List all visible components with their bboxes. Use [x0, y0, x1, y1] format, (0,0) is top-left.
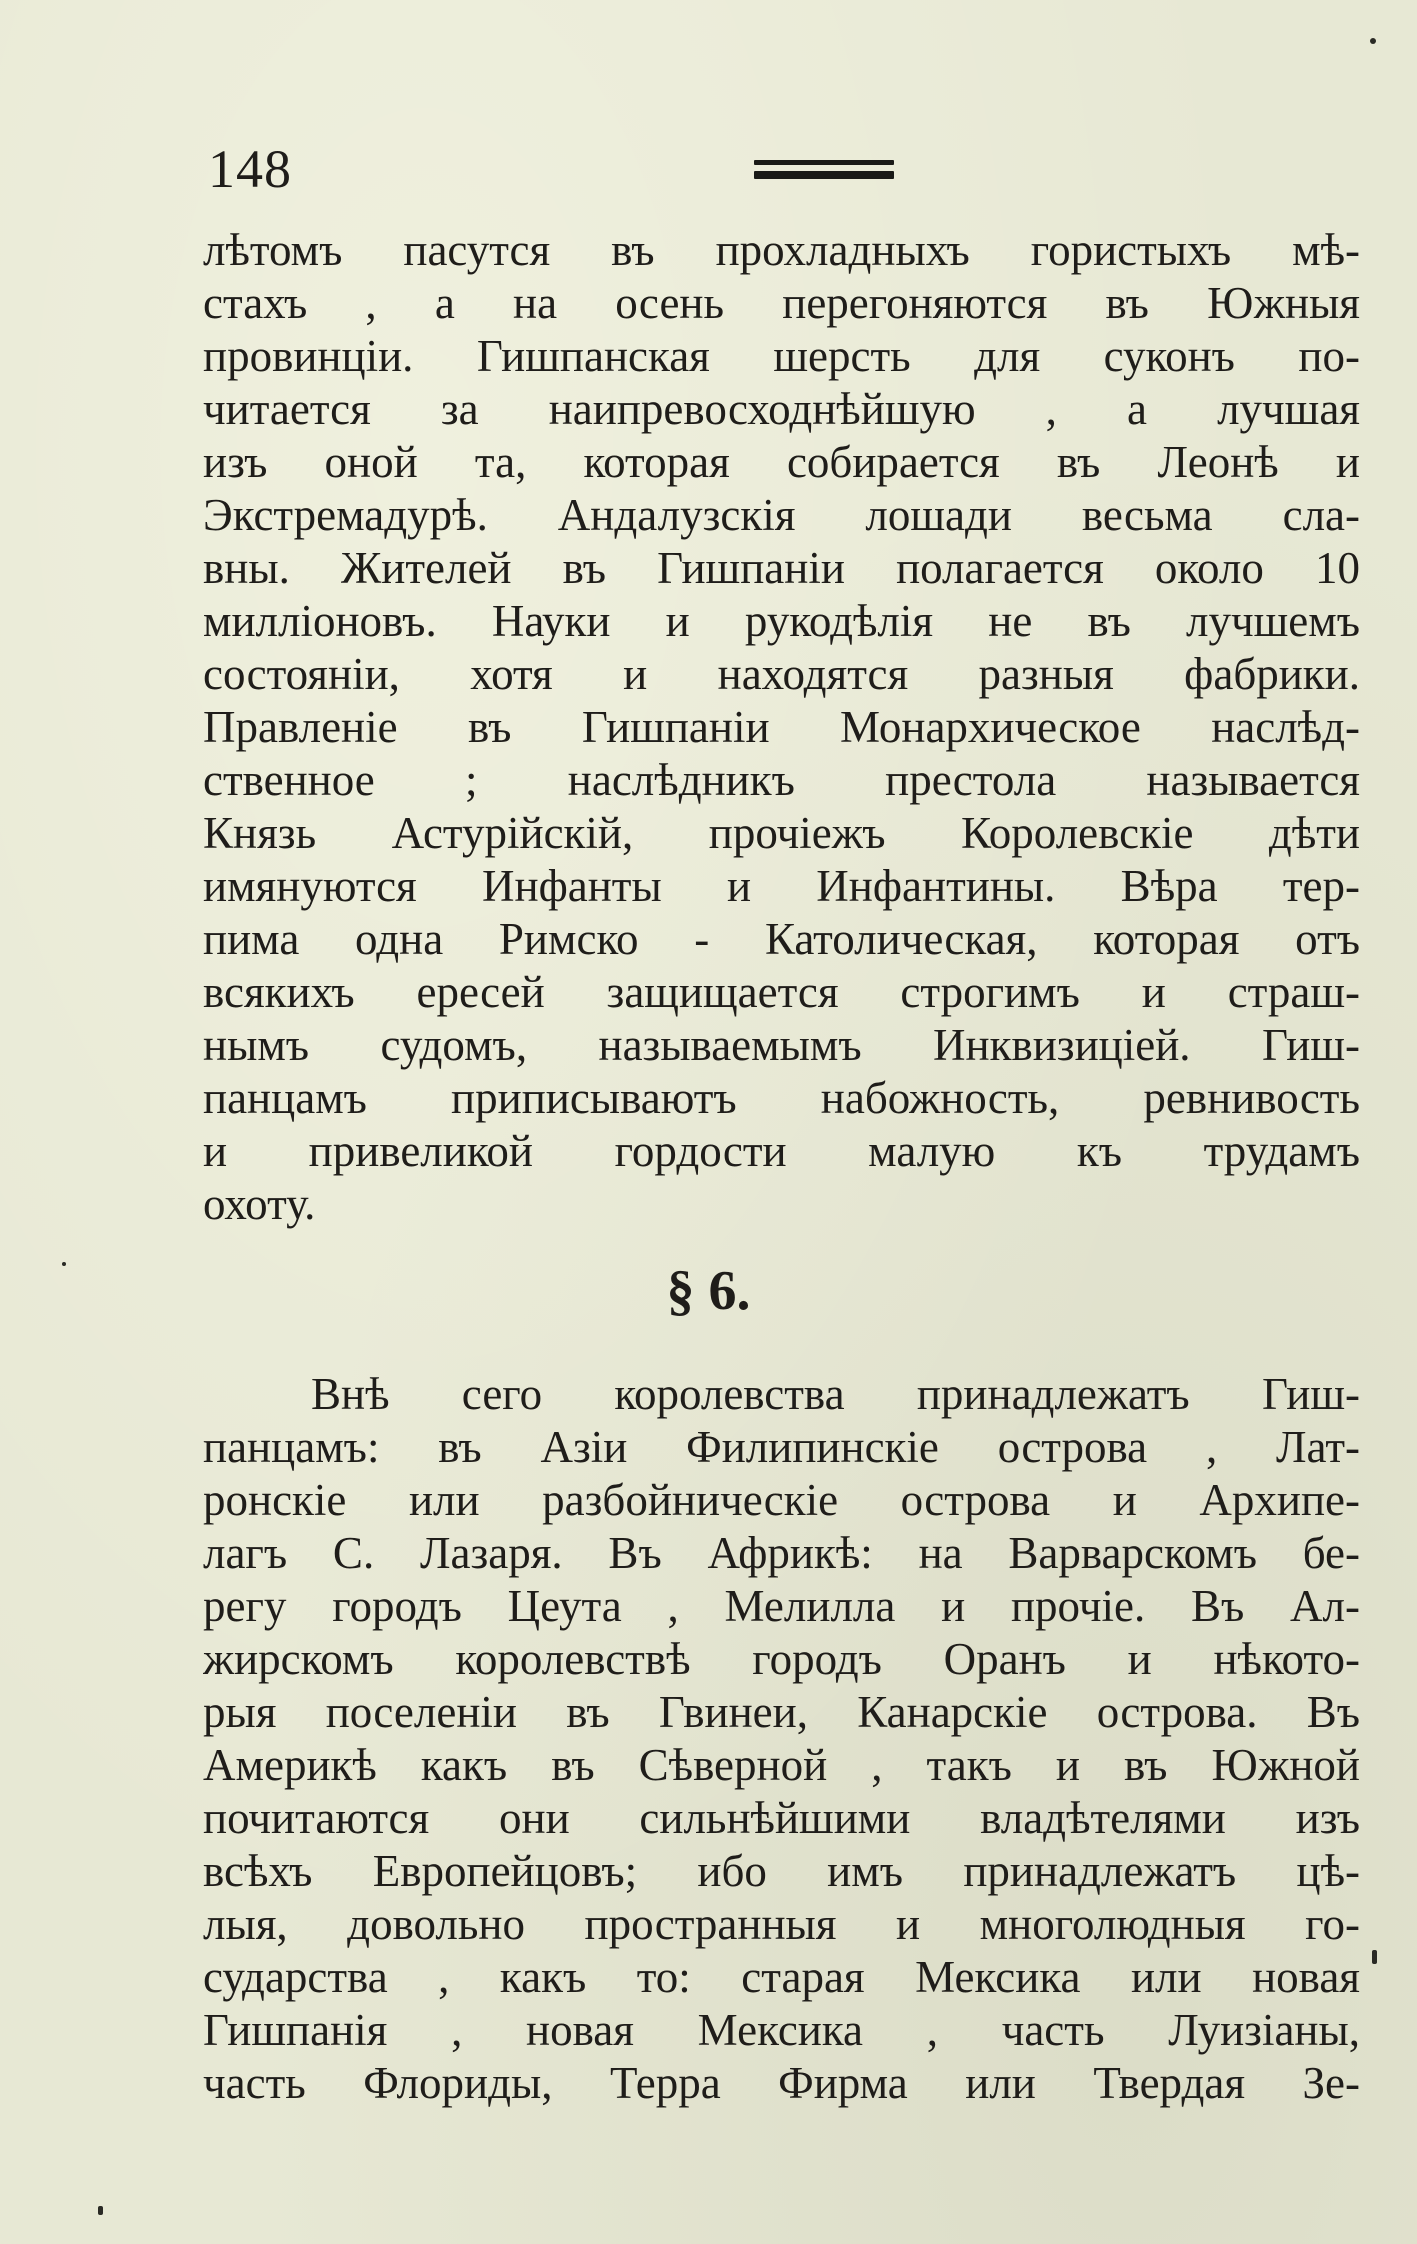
rule-line — [754, 171, 894, 179]
text-line: состояніи, хотя и находятся разныя фабрики. — [203, 649, 1360, 699]
text-line: регу городъ Цеута , Мелилла и прочіе. Въ Ал- — [203, 1581, 1360, 1631]
text-line: Внѣ сего королевства принадлежатъ Гиш- — [311, 1369, 1360, 1419]
paper-speck — [62, 1262, 66, 1266]
text-line: ронскіе или разбойническіе острова и Архипе- — [203, 1475, 1360, 1525]
text-line: всякихъ ересей защищается строгимъ и страш- — [203, 967, 1360, 1017]
text-line: Правленіе въ Гишпаніи Монархическое наслѣд- — [203, 702, 1360, 752]
text-line: читается за наипревосходнѣйшую , а лучшая — [203, 384, 1360, 434]
text-line: Америкѣ какъ въ Сѣверной , такъ и въ Южной — [203, 1740, 1360, 1790]
page-number: 148 — [208, 139, 292, 199]
text-line: милліоновъ. Науки и рукодѣлія не въ лучшемъ — [203, 596, 1360, 646]
rule-line — [754, 160, 894, 165]
section-heading: § 6. — [666, 1260, 751, 1322]
text-line: Князь Астурійскій, прочіежъ Королевскіе дѣти — [203, 808, 1360, 858]
paragraph-2 — [203, 1368, 1360, 2110]
text-line: пима одна Римско - Католическая, которая отъ — [203, 914, 1360, 964]
header-ornament-rule — [754, 160, 894, 188]
text-line: лагъ С. Лазаря. Въ Африкѣ: на Варварскомъ бе- — [203, 1528, 1360, 1578]
text-line: сударства , какъ то: старая Мексика или новая — [203, 1952, 1360, 2002]
text-line: панцамъ: въ Азіи Филипинскіе острова , Лат- — [203, 1422, 1360, 1472]
text-line: вны. Жителей въ Гишпаніи полагается около 10 — [203, 543, 1360, 593]
paragraph-1 — [203, 224, 1360, 1231]
text-line: панцамъ приписываютъ набожность, ревнивость — [203, 1073, 1360, 1123]
text-line: часть Флориды, Терра Фирма или Твердая Зе- — [203, 2058, 1360, 2108]
text-line: охоту. — [203, 1179, 316, 1229]
text-line: почитаются они сильнѣйшими владѣтелями изъ — [203, 1793, 1360, 1843]
text-line: рыя поселеніи въ Гвинеи, Канарскіе острова. Въ — [203, 1687, 1360, 1737]
text-line: лыя, довольно пространныя и многолюдныя го- — [203, 1899, 1360, 1949]
text-line: изъ оной та, которая собирается въ Леонѣ и — [203, 437, 1360, 487]
text-line: стахъ , а на осень перегоняются въ Южныя — [203, 278, 1360, 328]
text-line: Гишпанія , новая Мексика , часть Луизіаны, — [203, 2005, 1360, 2055]
text-line: Экстремадурѣ. Андалузскія лошади весьма сла- — [203, 490, 1360, 540]
text-line: всѣхъ Европейцовъ; ибо имъ принадлежатъ цѣ- — [203, 1846, 1360, 1896]
text-line: нымъ судомъ, называемымъ Инквизиціей. Гиш- — [203, 1020, 1360, 1070]
text-line: имянуются Инфанты и Инфантины. Вѣра тер- — [203, 861, 1360, 911]
text-line: жирскомъ королевствѣ городъ Оранъ и нѣкото- — [203, 1634, 1360, 1684]
text-line: и привеликой гордости малую къ трудамъ — [203, 1126, 1360, 1176]
paper-speck — [1372, 1950, 1377, 1964]
text-line: провинціи. Гишпанская шерсть для суконъ по- — [203, 331, 1360, 381]
text-line: ственное ; наслѣдникъ престола называется — [203, 755, 1360, 805]
paper-speck — [98, 2206, 103, 2215]
paper-speck — [1370, 38, 1376, 44]
text-line: лѣтомъ пасутся въ прохладныхъ гористыхъ мѣ- — [203, 225, 1360, 275]
